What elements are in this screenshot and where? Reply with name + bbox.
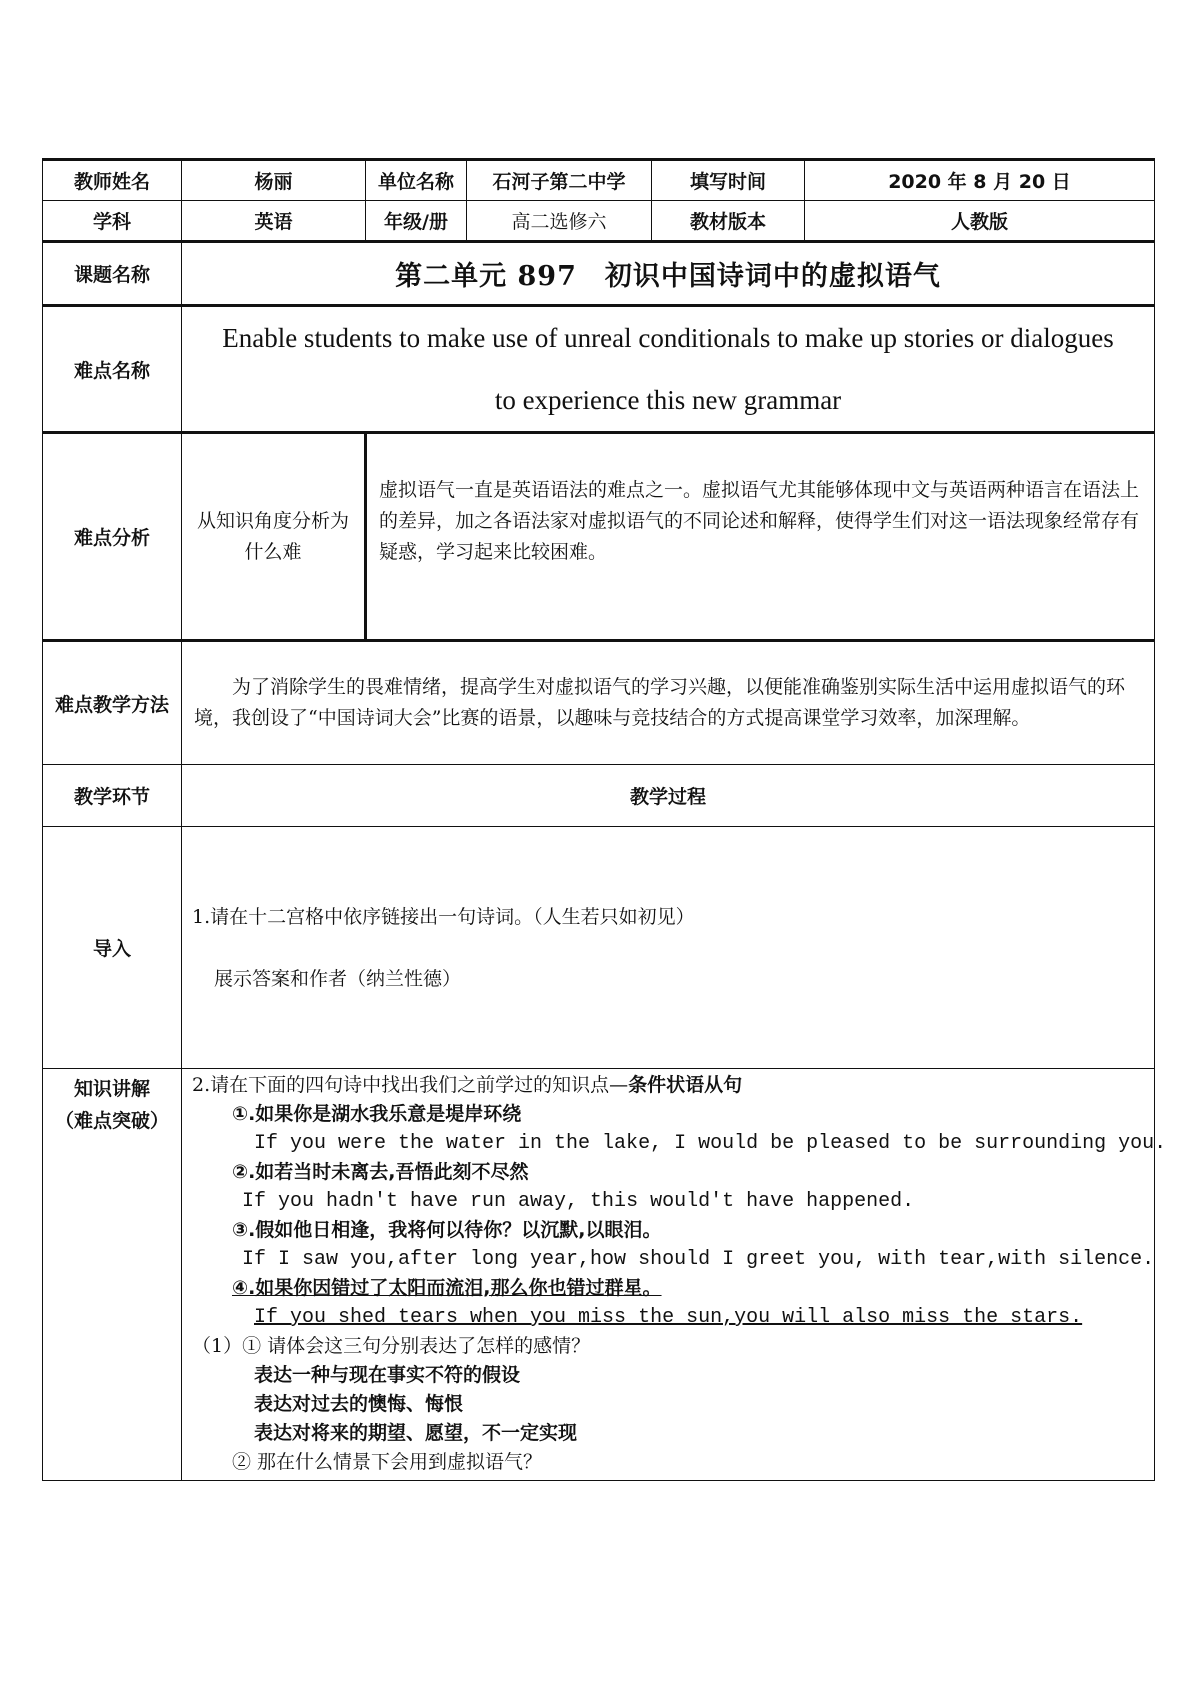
knowledge-label-line-1: 知识讲解 (73, 1078, 150, 1100)
topic-label: 课题名称 (43, 242, 182, 306)
knowledge-content (182, 1069, 1167, 1481)
teacher-label: 教师姓名 (43, 160, 182, 201)
subject-label: 学科 (43, 201, 182, 242)
teacher-value: 杨丽 (182, 160, 366, 201)
process-label: 教学过程 (182, 765, 1155, 827)
intro-line-2: 展示答案和作者（纳兰性德） (214, 967, 462, 990)
unit-value: 石河子第二中学 (467, 160, 652, 201)
method-label: 难点教学方法 (43, 641, 182, 765)
poem-4-en: If you shed tears when you miss the sun,you will also miss the stars. (254, 1306, 1083, 1329)
fill-time-value: 2020 年 8 月 20 日 (805, 160, 1155, 201)
intro-content (182, 827, 1155, 1069)
subject-value: 英语 (182, 201, 366, 242)
answer-1: 表达一种与现在事实不符的假设 (254, 1364, 521, 1386)
question-1: （1）① 请体会这三句分别表达了怎样的感情？ (192, 1335, 591, 1357)
lesson-plan-sheet (42, 158, 1167, 1481)
intro-label: 导入 (43, 827, 182, 1069)
difficulty-label: 难点名称 (43, 306, 182, 433)
difficulty-line-2: to experience this new grammar (494, 385, 842, 415)
task-prefix: 2.请在下面的四句诗中找出我们之前学过的知识点— (192, 1074, 629, 1096)
poem-3-en: If I saw you,after long year,how should I greet you, with tear,with silence. (242, 1248, 1155, 1271)
analysis-label: 难点分析 (43, 433, 182, 641)
difficulty-line-1: Enable students to make use of unreal conditionals to make up stories or dialogues (222, 323, 1114, 353)
poem-3-cn: ③.假如他日相逢，我将何以待你？以沉默,以眼泪。 (232, 1219, 662, 1241)
analysis-text: 虚拟语气一直是英语语法的难点之一。虚拟语气尤其能够体现中文与英语两种语言在语法上的差异，加之各语法家对虚拟语气的不同论述和解释，使得学生们对这一语法现象经常存有疑惑，学习起来比较困难。 (366, 433, 1155, 641)
analysis-sub-label: 从知识角度分析为什么难 (182, 433, 366, 641)
poem-1-cn: ①.如果你是湖水我乐意是堤岸环绕 (232, 1103, 522, 1125)
edition-label: 教材版本 (652, 201, 805, 242)
intro-line-1: 1.请在十二宫格中依序链接出一句诗词。（人生若只如初见） (192, 905, 695, 928)
poem-1-en: If you were the water in the lake, I would be pleased to be surrounding you. (254, 1132, 1167, 1155)
poem-2-cn: ②.如若当时未离去,吾悟此刻不尽然 (232, 1161, 529, 1183)
answer-3: 表达对将来的期望、愿望，不一定实现 (254, 1422, 578, 1444)
poem-4-cn: ④.如果你因错过了太阳而流泪,那么你也错过群星。 (232, 1277, 662, 1299)
edition-value: 人教版 (805, 201, 1155, 242)
question-2: ② 那在什么情景下会用到虚拟语气？ (232, 1451, 543, 1473)
lesson-plan-table (42, 158, 1167, 1481)
fill-time-label: 填写时间 (652, 160, 805, 201)
grade-label: 年级/册 (366, 201, 467, 242)
knowledge-label (43, 1069, 182, 1481)
topic-value: 第二单元 897 初识中国诗词中的虚拟语气 (182, 242, 1155, 306)
method-text: 为了消除学生的畏难情绪，提高学生对虚拟语气的学习兴趣，以便能准确鉴别实际生活中运用虚拟语气的环境，我创设了“中国诗词大会”比赛的语景，以趣味与竞技结合的方式提高课堂学习效率，加深理解。 (182, 641, 1155, 765)
answer-2: 表达对过去的懊悔、悔恨 (254, 1393, 464, 1415)
grade-value: 高二选修六 (467, 201, 652, 242)
difficulty-value (182, 306, 1155, 433)
task-bold: 条件状语从句 (628, 1074, 743, 1096)
knowledge-label-line-2: （难点突破） (54, 1110, 169, 1132)
knowledge-task (192, 1071, 1144, 1100)
unit-label: 单位名称 (366, 160, 467, 201)
stage-label: 教学环节 (43, 765, 182, 827)
poem-2-en: If you hadn't have run away, this would't have happened. (242, 1190, 915, 1213)
